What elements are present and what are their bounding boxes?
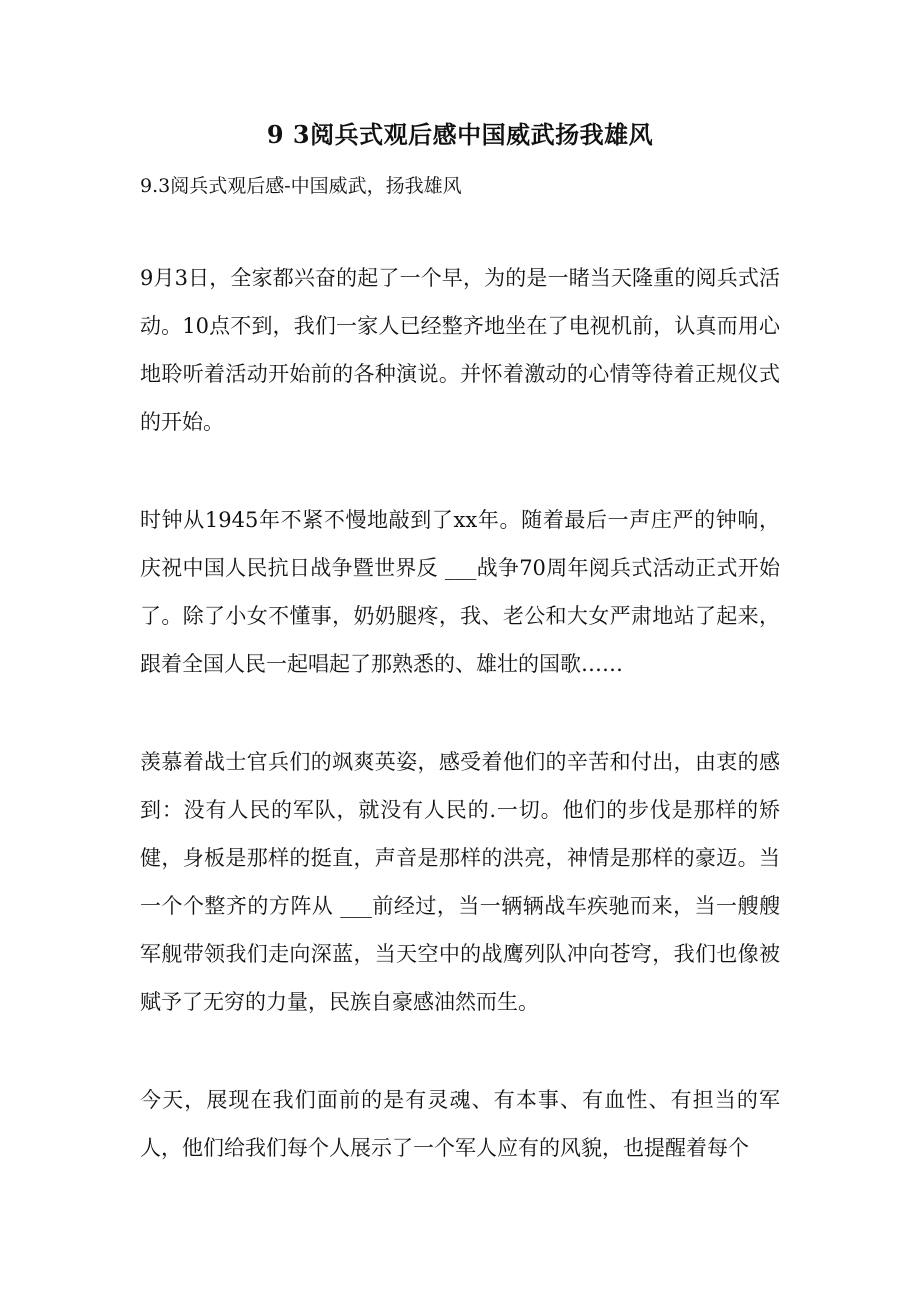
- paragraph-1: 9月3日，全家都兴奋的起了一个早，为的是一睹当天隆重的阅兵式活动。10点不到，我们一家人已经整齐地坐在了电视机前，认真而用心地聆听着活动开始前的各种演说。并怀着激动的心情等待着正规仪式的开始。: [140, 266, 780, 434]
- paragraph-4: 今天，展现在我们面前的是有灵魂、有本事、有血性、有担当的军人，他们给我们每个人展示了一个军人应有的风貌，也提醒着每个: [140, 1088, 780, 1160]
- document-title: 9 3阅兵式观后感中国威武扬我雄风: [266, 120, 654, 149]
- paragraph-3: 羡慕着战士官兵们的飒爽英姿，感受着他们的辛苦和付出，由衷的感到：没有人民的军队，就没有人民的.一切。他们的步伐是那样的矫健，身板是那样的挺直，声音是那样的洪亮，神情是那样的豪迈。当一个个整齐的方阵从 ___前经过，当一辆辆战车疾驰而来，当一艘艘军舰带领我们走向深蓝，当天空中的战鹰列队冲向苍穹，我们也像被赋予了无穷的力量，民族自豪感油然而生。: [140, 750, 780, 1014]
- document-subtitle: 9.3阅兵式观后感-中国威武，扬我雄风: [140, 175, 462, 197]
- paragraph-2: 时钟从1945年不紧不慢地敲到了xx年。随着最后一声庄严的钟响，庆祝中国人民抗日战争暨世界反 ___战争70周年阅兵式活动正式开始了。除了小女不懂事，奶奶腿疼，我、老公和大女严肃地站了起来，跟着全国人民一起唱起了那熟悉的、雄壮的国歌……: [140, 508, 780, 676]
